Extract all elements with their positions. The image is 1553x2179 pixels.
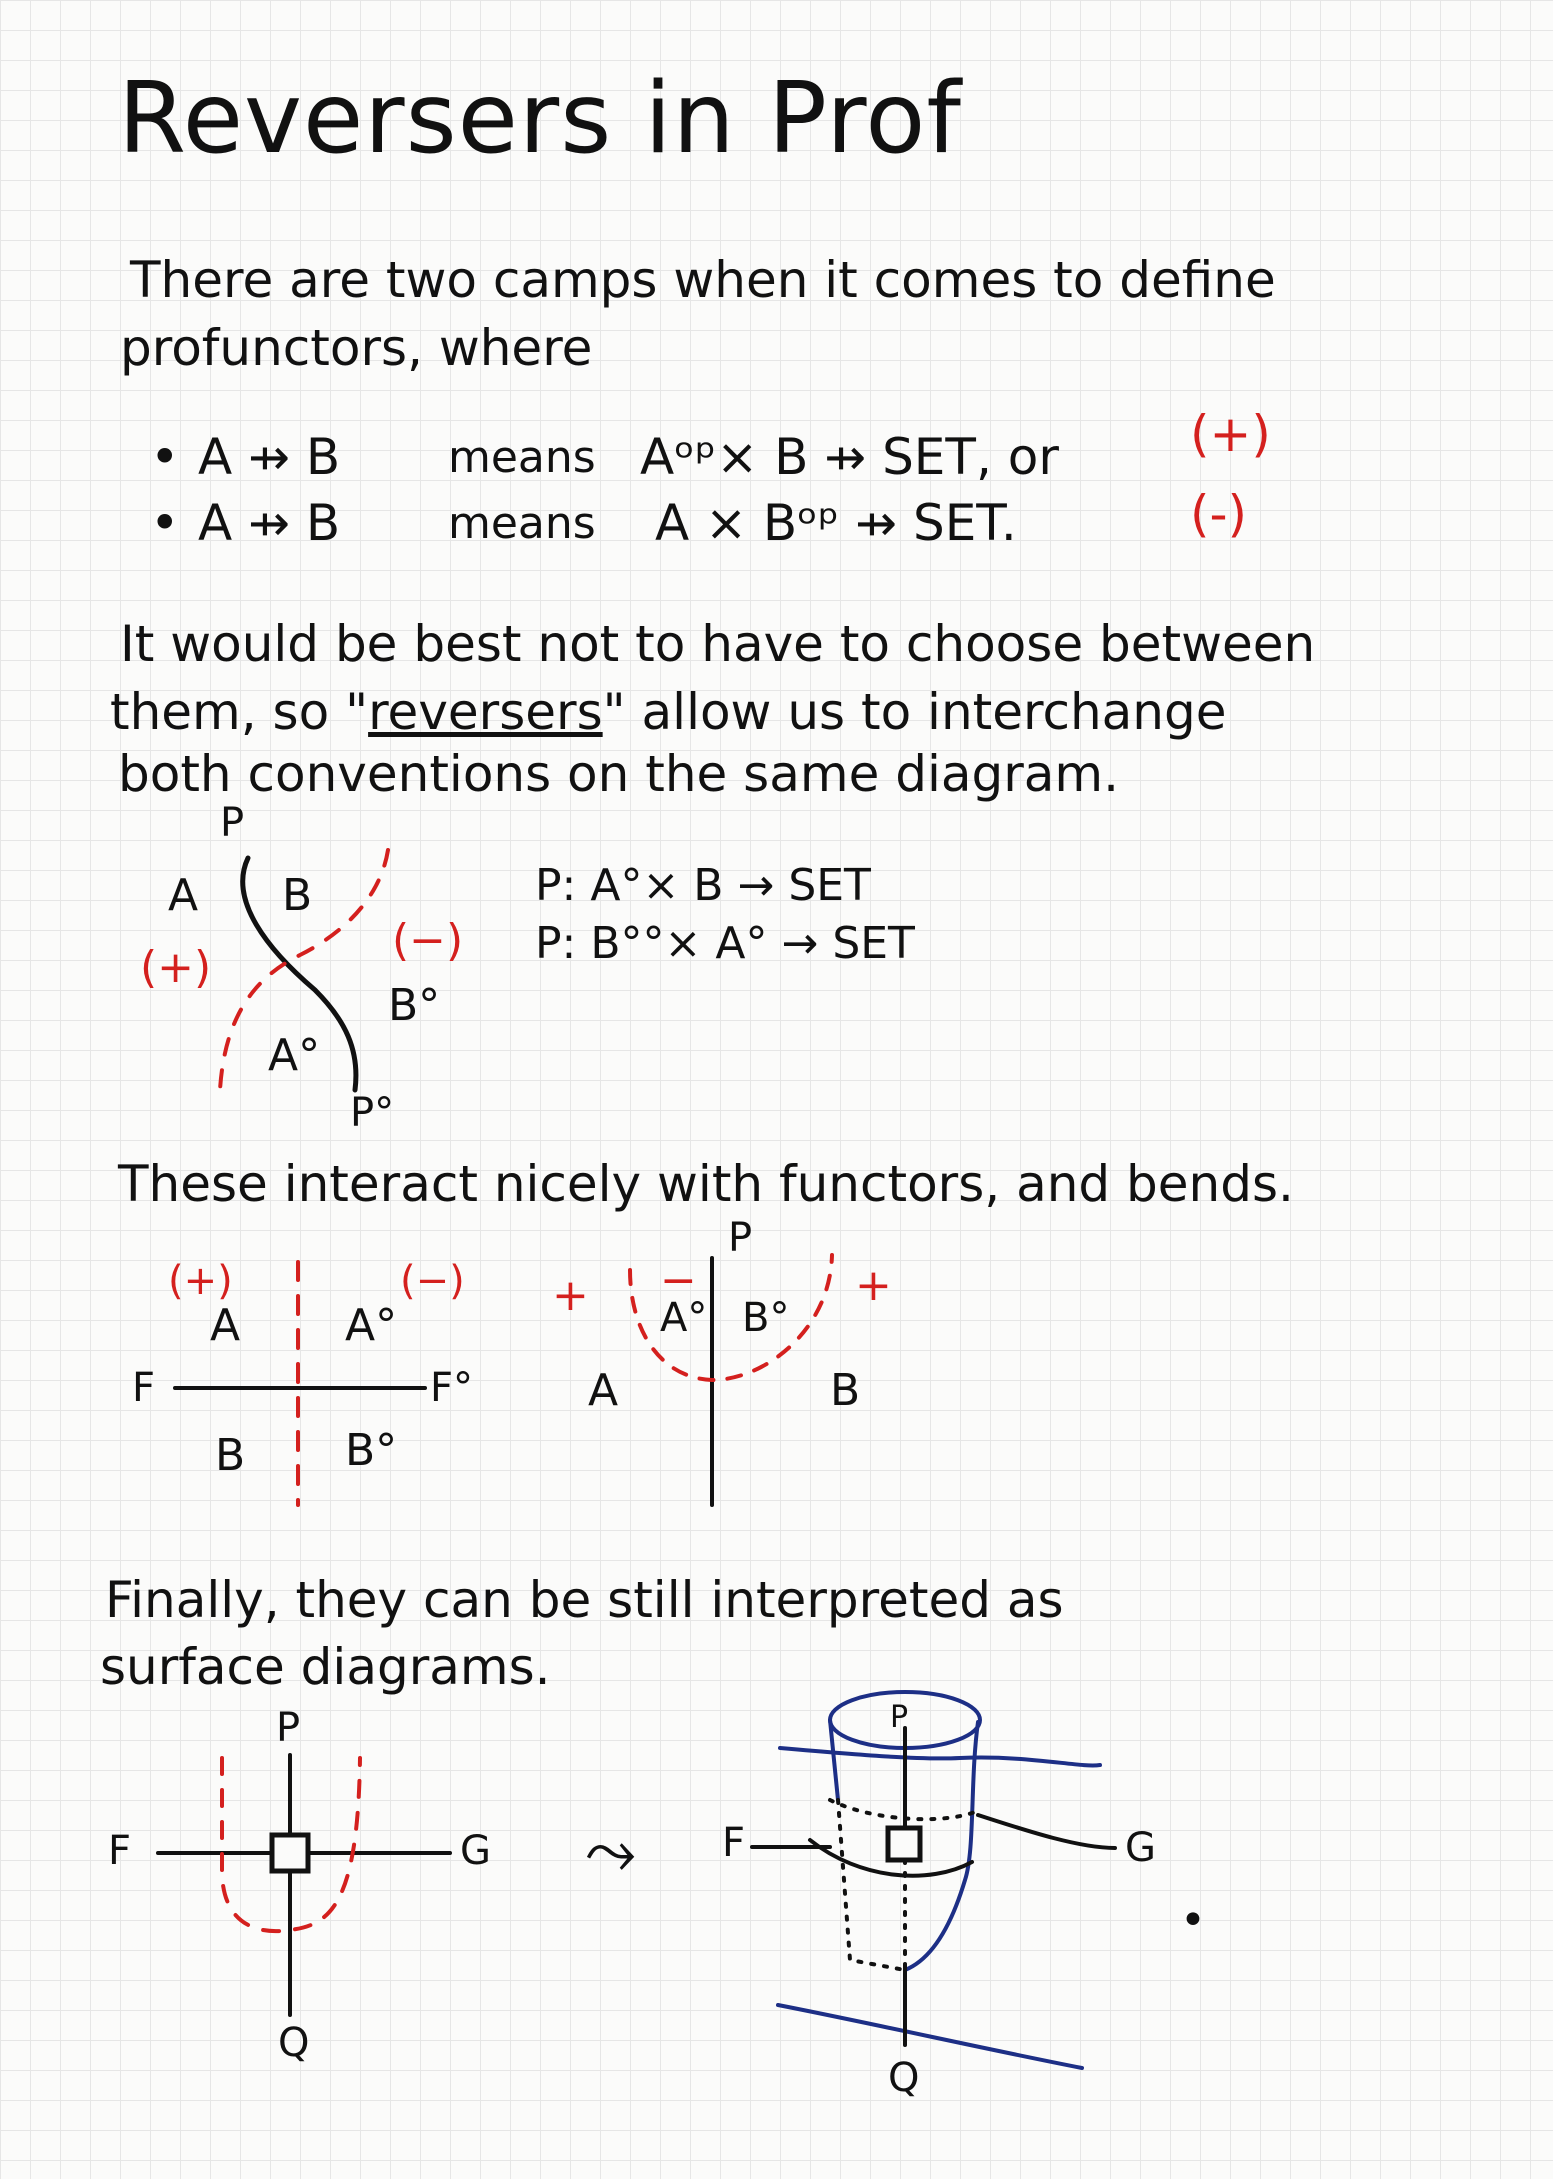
d1-minus: (−): [392, 915, 464, 966]
d5-top-plane: [780, 1748, 1100, 1765]
para2-text: " allow us to interchange: [602, 683, 1227, 741]
d3-P: P: [728, 1215, 753, 1261]
d4-node: [272, 1835, 308, 1871]
d5-G: G: [1125, 1825, 1156, 1871]
d3-B-op: B°: [742, 1295, 790, 1341]
d5-Q: Q: [888, 2055, 920, 2101]
d5-P: P: [890, 1700, 909, 1735]
d3-A: A: [588, 1365, 619, 1416]
bullet-2-sign: (-): [1190, 485, 1248, 543]
para2-line-1: It would be best not to have to choose between: [120, 615, 1316, 673]
d2-F-op: F°: [430, 1365, 474, 1411]
bullet-dot: •: [150, 428, 180, 486]
d1-strand: [243, 858, 356, 1090]
d5-dot: •: [1180, 1895, 1206, 1946]
d2-A: A: [210, 1300, 241, 1351]
bullet-dot: •: [150, 494, 180, 552]
d2-minus: (−): [400, 1258, 465, 1304]
d3-minus: −: [660, 1255, 697, 1306]
d2-B-op: B°: [345, 1425, 398, 1476]
d5-bottom-plane: [778, 2005, 1082, 2068]
bullet-1-word: means: [448, 432, 596, 483]
d2-B: B: [215, 1430, 246, 1481]
d5-hidden-dots-2: [830, 1800, 975, 1819]
d1-bottom-label: P°: [350, 1090, 395, 1136]
d3-B: B: [830, 1365, 861, 1416]
d1-plus: (+): [140, 942, 212, 993]
d5-F: F: [722, 1820, 746, 1866]
d1-eq-1: P: A°× B → SET: [535, 860, 871, 911]
para2-text: them, so ": [110, 683, 369, 741]
leads-to-arrow-icon: ⤳: [585, 1815, 637, 1889]
d4-G: G: [460, 1828, 491, 1874]
d1-B: B: [282, 870, 313, 921]
d2-A-op: A°: [345, 1300, 398, 1351]
bullet-1-lhs: A ⇸ B: [198, 428, 341, 486]
d5-node: [888, 1828, 920, 1860]
d4-P: P: [276, 1705, 301, 1751]
page-title: Reversers in Prof: [118, 62, 962, 176]
d1-A: A: [168, 870, 199, 921]
d3-plus-right: +: [855, 1260, 892, 1311]
d2-F: F: [132, 1365, 156, 1411]
d1-A-op: A°: [268, 1030, 321, 1081]
d1-eq-2: P: B°°× A° → SET: [535, 918, 915, 969]
d3-A-op: A°: [660, 1295, 708, 1341]
intro-line-1: There are two camps when it comes to define: [130, 251, 1276, 309]
para4-line-1: Finally, they can be still interpreted as: [105, 1571, 1064, 1629]
intro-line-2: profunctors, where: [120, 319, 593, 377]
d4-Q: Q: [278, 2020, 310, 2066]
d3-bend-dash: [630, 1255, 832, 1380]
bullet-2-rhs: A × Bᵒᵖ ⇸ SET.: [655, 494, 1017, 552]
para3: These interact nicely with functors, and bends.: [118, 1155, 1294, 1213]
bullet-1-sign: (+): [1190, 405, 1271, 463]
bullet-1-rhs: Aᵒᵖ× B ⇸ SET, or: [640, 428, 1059, 486]
para2-line-3: both conventions on the same diagram.: [118, 745, 1120, 803]
para4-line-2: surface diagrams.: [100, 1638, 551, 1696]
d3-plus-left: +: [552, 1270, 589, 1321]
d4-F: F: [108, 1828, 132, 1874]
bullet-2-lhs: A ⇸ B: [198, 494, 341, 552]
bullet-2-word: means: [448, 498, 596, 549]
d5-G-line: [978, 1815, 1115, 1848]
d1-top-label: P: [220, 800, 245, 846]
d2-plus: (+): [168, 1258, 233, 1304]
reversers-term: reversers: [368, 683, 603, 741]
d1-B-op: B°: [388, 980, 441, 1031]
